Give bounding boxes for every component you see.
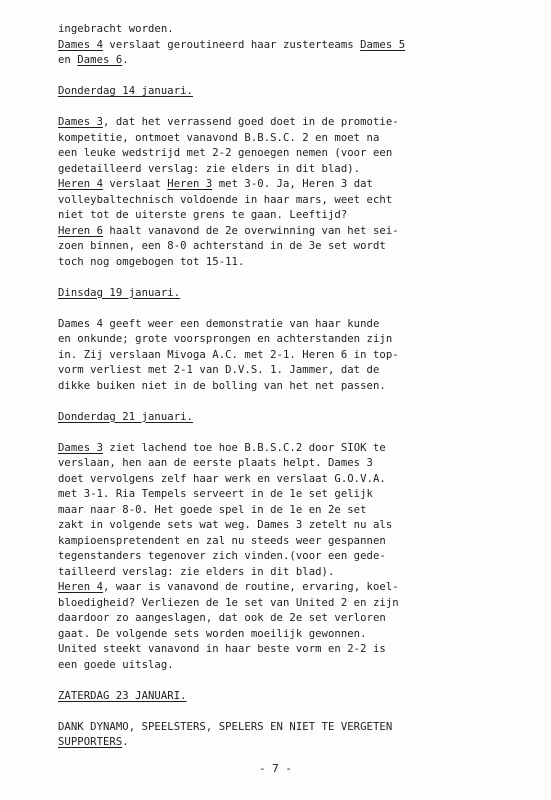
text-line: kampioenspretendent en zal nu steeds weer gespannen	[58, 534, 386, 547]
underlined-text: Donderdag 14 januari.	[58, 85, 193, 97]
blank-line	[58, 673, 528, 689]
text-line: een leuke wedstrijd met 2-2 genoegen nemen (voor een	[58, 147, 393, 159]
text-line: gaat. De volgende sets worden moeilijk gewonnen.	[58, 627, 367, 640]
text-line: Dames 4 geeft weer een demonstratie van haar kunde	[58, 317, 380, 330]
text-line	[58, 580, 528, 596]
text-run: met 3-0. Ja, Heren 3 dat	[212, 178, 373, 190]
text-line	[58, 53, 528, 69]
text-line	[58, 177, 528, 193]
text-line	[58, 224, 528, 240]
blank-line	[58, 704, 528, 720]
text-run: verslaat	[103, 178, 168, 190]
text-line	[58, 735, 528, 751]
text-line: dikke buiken niet in de bolling van het net passen.	[58, 379, 386, 392]
blank-line	[58, 425, 528, 441]
text-line	[58, 286, 528, 302]
text-line: doet vervolgens zelf haar werk en verslaat G.O.V.A.	[58, 472, 386, 485]
document-body	[58, 22, 528, 751]
page-number: - 7 -	[258, 762, 293, 775]
text-line: maar naar 8-0. Het goede spel in de 1e en 2e set	[58, 503, 367, 516]
text-line	[58, 689, 528, 705]
text-run: , dat het verrassend goed doet in de promotie-	[103, 116, 399, 128]
blank-line	[58, 270, 528, 286]
text-line: ingebracht worden.	[58, 23, 174, 35]
underlined-text: Heren 3	[167, 178, 213, 190]
text-line: DANK DYNAMO, SPEELSTERS, SPELERS EN NIET TE VERGETEN	[58, 720, 393, 733]
text-line	[58, 115, 528, 131]
text-line: zoen binnen, een 8-0 achterstand in de 3e set wordt	[58, 240, 386, 252]
underlined-text: Dames 3	[58, 116, 103, 128]
text-line: zakt in volgende sets wat weg. Dames 3 zetelt nu als	[58, 519, 393, 531]
text-line: kompetitie, ontmoet vanavond B.B.S.C. 2 en moet na	[58, 131, 380, 144]
text-line: toch nog omgebogen tot 15-11.	[58, 255, 245, 268]
underlined-text: SUPPORTERS	[58, 736, 123, 748]
text-line: volleybaltechnisch voldoende in haar mars, weet echt	[58, 193, 393, 206]
underlined-text: Dames 4	[58, 38, 103, 51]
text-line	[58, 84, 528, 100]
text-line: in. Zij verslaan Mivoga A.C. met 2-1. Heren 6 in top-	[58, 348, 399, 361]
underlined-text: Dames 3	[58, 441, 103, 454]
text-run: , waar is vanavond de routine, ervaring, koel-	[103, 581, 399, 593]
underlined-text: Heren 6	[58, 224, 103, 237]
underlined-text: Heren 4	[58, 178, 103, 190]
underlined-text: Dames 6	[77, 54, 123, 66]
underlined-text: Heren 4	[58, 581, 103, 593]
underlined-text: Dinsdag 19 januari.	[58, 286, 181, 299]
text-run: ziet lachend toe hoe B.B.S.C.2 door SIOK te	[103, 441, 386, 454]
blank-line	[58, 394, 528, 410]
blank-line	[58, 301, 528, 317]
text-line: daardoor zo aangeslagen, dat ook de 2e set verloren	[58, 612, 386, 624]
text-line	[58, 410, 528, 426]
text-line: bloedigheid? Verliezen de 1e set van United 2 en zijn	[58, 596, 399, 609]
text-run: .	[122, 736, 129, 748]
text-line: tegenstanders tegenover zich vinden.(voor een gede-	[58, 550, 386, 562]
blank-line	[58, 69, 528, 85]
text-run: .	[122, 54, 129, 66]
text-line	[58, 38, 528, 54]
text-line: gedetailleerd verslag: zie elders in dit blad).	[58, 162, 361, 175]
text-line: vorm verliest met 2-1 van D.V.S. 1. Jammer, dat de	[58, 364, 380, 376]
underlined-text: ZATERDAG 23 JANUARI.	[58, 689, 187, 702]
blank-line	[58, 100, 528, 116]
underlined-text: Donderdag 21 januari.	[58, 410, 193, 423]
text-line: tailleerd verslag: zie elders in dit blad).	[58, 565, 335, 578]
text-line: verslaan, hen aan de eerste plaats helpt. Dames 3	[58, 457, 373, 469]
text-run: verslaat geroutineerd haar zusterteams	[103, 38, 361, 51]
text-line: met 3-1. Ria Tempels serveert in de 1e set gelijk	[58, 488, 373, 500]
text-run: en	[58, 54, 78, 66]
text-line: niet tot de uiterste grens te gaan. Leeftijd?	[58, 209, 348, 221]
underlined-text: Dames 5	[360, 38, 406, 51]
text-line: een goede uitslag.	[58, 658, 174, 671]
text-line: en onkunde; grote voorsprongen en achterstanden zijn	[58, 333, 393, 345]
text-line: United steekt vanavond in haar beste vorm en 2-2 is	[58, 643, 386, 655]
text-run: haalt vanavond de 2e overwinning van het sei-	[103, 224, 399, 237]
text-line	[58, 441, 528, 457]
